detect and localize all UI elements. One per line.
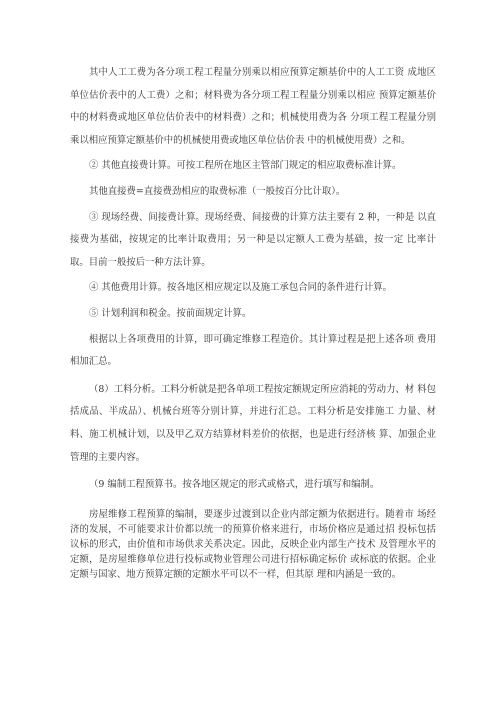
paragraph-cost-composition: 其中人工工费为各分项工程工程量分别乘以相应预算定额基价中的人工工资 成地区单位估价表中的人工费）之和；材料费为各分项工程工程量分别乘以相应 预算定额基价中的材料费或地区单位估价表中的材料费）之和；机械使用费为各 分项工程工程量分别乘以相应预算定额基价中的机械使用费或地区单位估价表 中的机械使用费）之和。 xyxy=(70,67,436,146)
document-body xyxy=(70,62,436,582)
paragraph-budget-book: （9 编制工程预算书。按各地区规定的形式或格式，进行填写和编制。 xyxy=(89,479,380,491)
paragraph-other-direct-cost: ② 其他直接费计算。可按工程所在地区主管部门规定的相应取费标准计算。 xyxy=(89,160,402,172)
paragraph-summary: 根据以上各项费用的计算，即可确定维修工程造价。其计算过程是把上述各项 费用相加汇总。 xyxy=(70,333,436,368)
paragraph-profit-tax: ⑤ 计划利润和税金。按前面规定计算。 xyxy=(89,307,252,319)
paragraph-material-analysis: （8）工料分析。工料分析就是把各单项工程按定额规定所应消耗的劳动力、材 料包括成品、半成品）、机械台班等分别计算，并进行汇总。工料分析是安排施工 力量、材料、施工机械计划，以及甲乙双方结算材料差价的依据，也是进行经济核 算、加强企业管理的主要内容。 xyxy=(70,383,436,463)
paragraph-site-indirect-cost: ③ 现场经费、间接费计算。现场经费、间接费的计算方法主要有 2 种，一种是 以直接费为基础，按规定的比率计取费用；另一种是以定额人工费为基础，按一定 比率计取。目前一般按后一种方法计算。 xyxy=(70,211,436,268)
paragraph-enterprise-quota: 房屋维修工程预算的编制，要逐步过渡到以企业内部定额为依据进行。随着市 场经济的发展，不可能要求计价都以统一的预算价格来进行，市场价格应是通过招 投标包括议标的形式，由价值和市场供求关系决定。因此，反映企业内部生产技术 及管理水平的定额，是房屋维修单位进行投标或物业管理公司进行招标确定标价 或标底的依据。企业定额与国家、地方预算定额的定额水平可以不一样，但其原 理和内涵是一致的。 xyxy=(70,508,436,580)
paragraph-other-fees: ④ 其他费用计算。按各地区相应规定以及施工承包合同的条件进行计算。 xyxy=(89,282,392,294)
paragraph-other-direct-cost-formula: 其他直接费=直接费劲相应的取费标准（一般按百分比计取）。 xyxy=(89,185,346,197)
